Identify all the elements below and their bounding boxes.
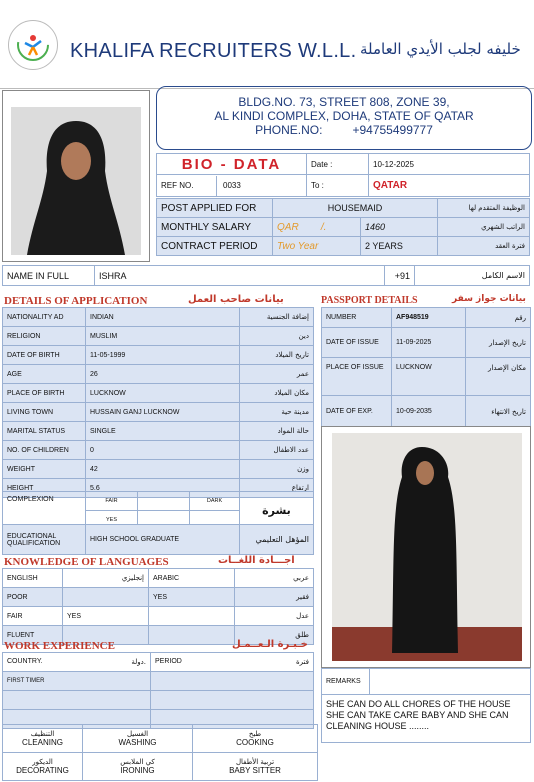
application-row-value: 0	[86, 441, 240, 460]
place-of-issue-ar: مكان الإصدار	[466, 358, 531, 396]
name-label-ar: الاسم الكامل	[415, 266, 530, 286]
application-row-value: LUCKNOW	[86, 384, 240, 403]
skill-ironing-ar: كي الملابس	[120, 758, 155, 766]
application-row	[3, 308, 314, 327]
application-row-label-ar: مدينة حية	[240, 403, 314, 422]
application-row-value: SINGLE	[86, 422, 240, 441]
lang-english-ar: إنجليزي	[63, 569, 149, 588]
lang-poor-arabic: YES	[149, 588, 235, 607]
date-value: 10-12-2025	[369, 154, 530, 175]
application-row-label-ar: وزن	[240, 460, 314, 479]
application-row-value: HUSSAIN GANJ LUCKNOW	[86, 403, 240, 422]
application-row-label: MARITAL STATUS	[3, 422, 86, 441]
place-of-issue: LUCKNOW	[392, 358, 466, 396]
expiry-date: 10-09-2035	[392, 396, 466, 428]
full-body-photo	[321, 426, 531, 668]
application-row-label-ar: عدد الاطفال	[240, 441, 314, 460]
languages-title: KNOWLEDGE OF LANGUAGES	[4, 556, 169, 568]
education-label-ar: المؤهل التعليمي	[240, 525, 314, 555]
application-row-label-ar: دين	[240, 327, 314, 346]
bio-data-title: BIO - DATA	[157, 154, 307, 175]
expiry-date-ar: تاريخ الانتهاء	[466, 396, 531, 428]
passport-number-ar: رقم	[466, 308, 531, 328]
application-row	[3, 365, 314, 384]
complexion-fair: FAIR	[86, 492, 138, 511]
skill-baby-sitter: BABY SITTER	[229, 766, 281, 775]
name-value: ISHRA	[95, 266, 385, 286]
application-row-label: AGE	[3, 365, 86, 384]
company-name-arabic: خليفه لجلب الأيدي العاملة	[360, 40, 521, 58]
application-row	[3, 327, 314, 346]
phone-label: PHONE.NO:	[255, 123, 323, 137]
lang-arabic-ar: عربي	[235, 569, 314, 588]
salary-label: MONTHLY SALARY	[157, 218, 273, 237]
post-value: HOUSEMAID	[273, 199, 438, 218]
skill-ironing: IRONING	[120, 766, 155, 775]
application-row	[3, 441, 314, 460]
issue-date-ar: تاريخ الإصدار	[466, 328, 531, 358]
address-box	[156, 86, 532, 150]
application-row	[3, 346, 314, 365]
application-title-ar: بيانات صاحب العمل	[188, 294, 284, 305]
period-english: Two Year	[273, 237, 361, 256]
date-label: Date :	[307, 154, 369, 175]
salary-value: 1460	[361, 218, 438, 237]
application-row-label: DATE OF BIRTH	[3, 346, 86, 365]
issue-date: 11-09-2025	[392, 328, 466, 358]
application-row-value: 5.6	[86, 479, 240, 498]
lang-fair-english: YES	[63, 607, 149, 626]
application-row-value: 11-05-1999	[86, 346, 240, 365]
application-row-value: 42	[86, 460, 240, 479]
languages-title-ar: اجـــادة اللغــات	[218, 555, 295, 566]
skill-decorating-ar: الديكور	[32, 758, 53, 766]
lang-fluent-ar: طلق	[235, 626, 314, 645]
lang-arabic: ARABIC	[149, 569, 235, 588]
skill-cooking-ar: طبخ	[248, 730, 262, 738]
company-name: KHALIFA RECRUITERS W.L.L.	[70, 40, 357, 62]
application-row-label-ar: إضافة الجنسية	[240, 308, 314, 327]
expiry-date-label: DATE OF EXP.	[322, 396, 392, 428]
skill-cooking: COOKING	[236, 738, 274, 747]
application-row-label-ar: مكان الميلاد	[240, 384, 314, 403]
application-row-label: NO. OF CHILDREN	[3, 441, 86, 460]
name-code: +91	[385, 266, 415, 286]
phone-number: +94755499777	[352, 123, 433, 137]
complexion-dark: DARK	[190, 492, 240, 511]
skill-baby-sitter-ar: تربية الأطفال	[235, 758, 275, 766]
application-row	[3, 384, 314, 403]
skill-cleaning: CLEANING	[22, 738, 63, 747]
application-row-label: WEIGHT	[3, 460, 86, 479]
work-period-ar: فترة	[296, 658, 309, 666]
application-row-label-ar: تاريخ الميلاد	[240, 346, 314, 365]
salary-currency: QAR	[277, 221, 299, 233]
to-value: QATAR	[369, 175, 530, 197]
skill-decorating: DECORATING	[16, 766, 69, 775]
lang-english: ENGLISH	[3, 569, 63, 588]
passport-number-label: NUMBER	[322, 308, 392, 328]
application-row-label-ar: عمر	[240, 365, 314, 384]
complexion-label-ar: بشرة	[240, 492, 314, 530]
work-first-timer: FIRST TIMER	[3, 672, 151, 691]
application-title: DETAILS OF APPLICATION	[4, 295, 148, 307]
work-country-ar: دولة.	[131, 658, 146, 666]
complexion-label: COMPLEXION	[3, 492, 86, 530]
period-label: CONTRACT PERIOD	[157, 237, 273, 256]
remarks-label: REMARKS	[322, 669, 370, 695]
application-row-label-ar: ارتفاع	[240, 479, 314, 498]
application-row-label: HEIGHT	[3, 479, 86, 498]
salary-separator: /.	[320, 221, 327, 233]
application-row	[3, 422, 314, 441]
post-label-ar: الوظيفة المتقدم لها	[438, 199, 530, 218]
work-title: WORK EXPERIENCE	[4, 640, 115, 652]
application-row-label-ar: حالة المواد	[240, 422, 314, 441]
application-row-label: RELIGION	[3, 327, 86, 346]
salary-label-ar: الراتب الشهري	[438, 218, 530, 237]
education-label: EDUCATIONAL QUALIFICATION	[3, 525, 86, 555]
complexion-fair-yes: YES	[86, 511, 138, 530]
period-value: 2 YEARS	[361, 237, 438, 256]
application-row-label: PLACE OF BIRTH	[3, 384, 86, 403]
application-row-value: INDIAN	[86, 308, 240, 327]
skill-cleaning-ar: التنظيف	[30, 730, 55, 738]
application-row	[3, 403, 314, 422]
education-value: HIGH SCHOOL GRADUATE	[86, 525, 240, 555]
passport-title: PASSPORT DETAILS	[321, 295, 418, 306]
work-title-ar: خـبـرة الـعــمـل	[232, 639, 308, 650]
application-table	[2, 307, 314, 498]
name-label: NAME IN FULL	[3, 266, 95, 286]
application-row	[3, 460, 314, 479]
lang-poor-ar: فقير	[235, 588, 314, 607]
period-label-ar: فترة العقد	[438, 237, 530, 256]
ref-value: 0033	[223, 180, 241, 190]
application-row-label: LIVING TOWN	[3, 403, 86, 422]
issue-date-label: DATE OF ISSUE	[322, 328, 392, 358]
work-country-label: COUNTRY.	[7, 658, 43, 665]
company-logo	[8, 20, 58, 70]
remarks-text: SHE CAN DO ALL CHORES OF THE HOUSE SHE CAN TAKE CARE BABY AND SHE CAN CLEANING HOUSE ........	[322, 695, 531, 743]
skill-washing-ar: الغسيل	[126, 730, 149, 738]
application-row-value: 26	[86, 365, 240, 384]
lang-fair: FAIR	[3, 607, 63, 626]
to-label: To :	[307, 175, 369, 197]
lang-fair-ar: عدل	[235, 607, 314, 626]
place-of-issue-label: PLACE OF ISSUE	[322, 358, 392, 396]
person-logo-icon	[16, 28, 50, 62]
post-label: POST APPLIED FOR	[157, 199, 273, 218]
passport-number: AF948519	[392, 308, 466, 328]
skill-washing: WASHING	[118, 738, 157, 747]
lang-fluent: FLUENT	[3, 626, 63, 645]
address-line-2: AL KINDI COMPLEX, DOHA, STATE OF QATAR	[214, 109, 474, 123]
work-period-label: PERIOD	[155, 658, 182, 665]
passport-title-ar: بيانات جواز سفر	[452, 294, 526, 304]
address-line-1: BLDG.NO. 73, STREET 808, ZONE 39,	[238, 95, 450, 109]
lang-poor: POOR	[3, 588, 63, 607]
application-row-label: NATIONALITY AD	[3, 308, 86, 327]
application-row-value: MUSLIM	[86, 327, 240, 346]
portrait-photo	[2, 90, 150, 262]
ref-label: REF NO.	[157, 176, 217, 196]
